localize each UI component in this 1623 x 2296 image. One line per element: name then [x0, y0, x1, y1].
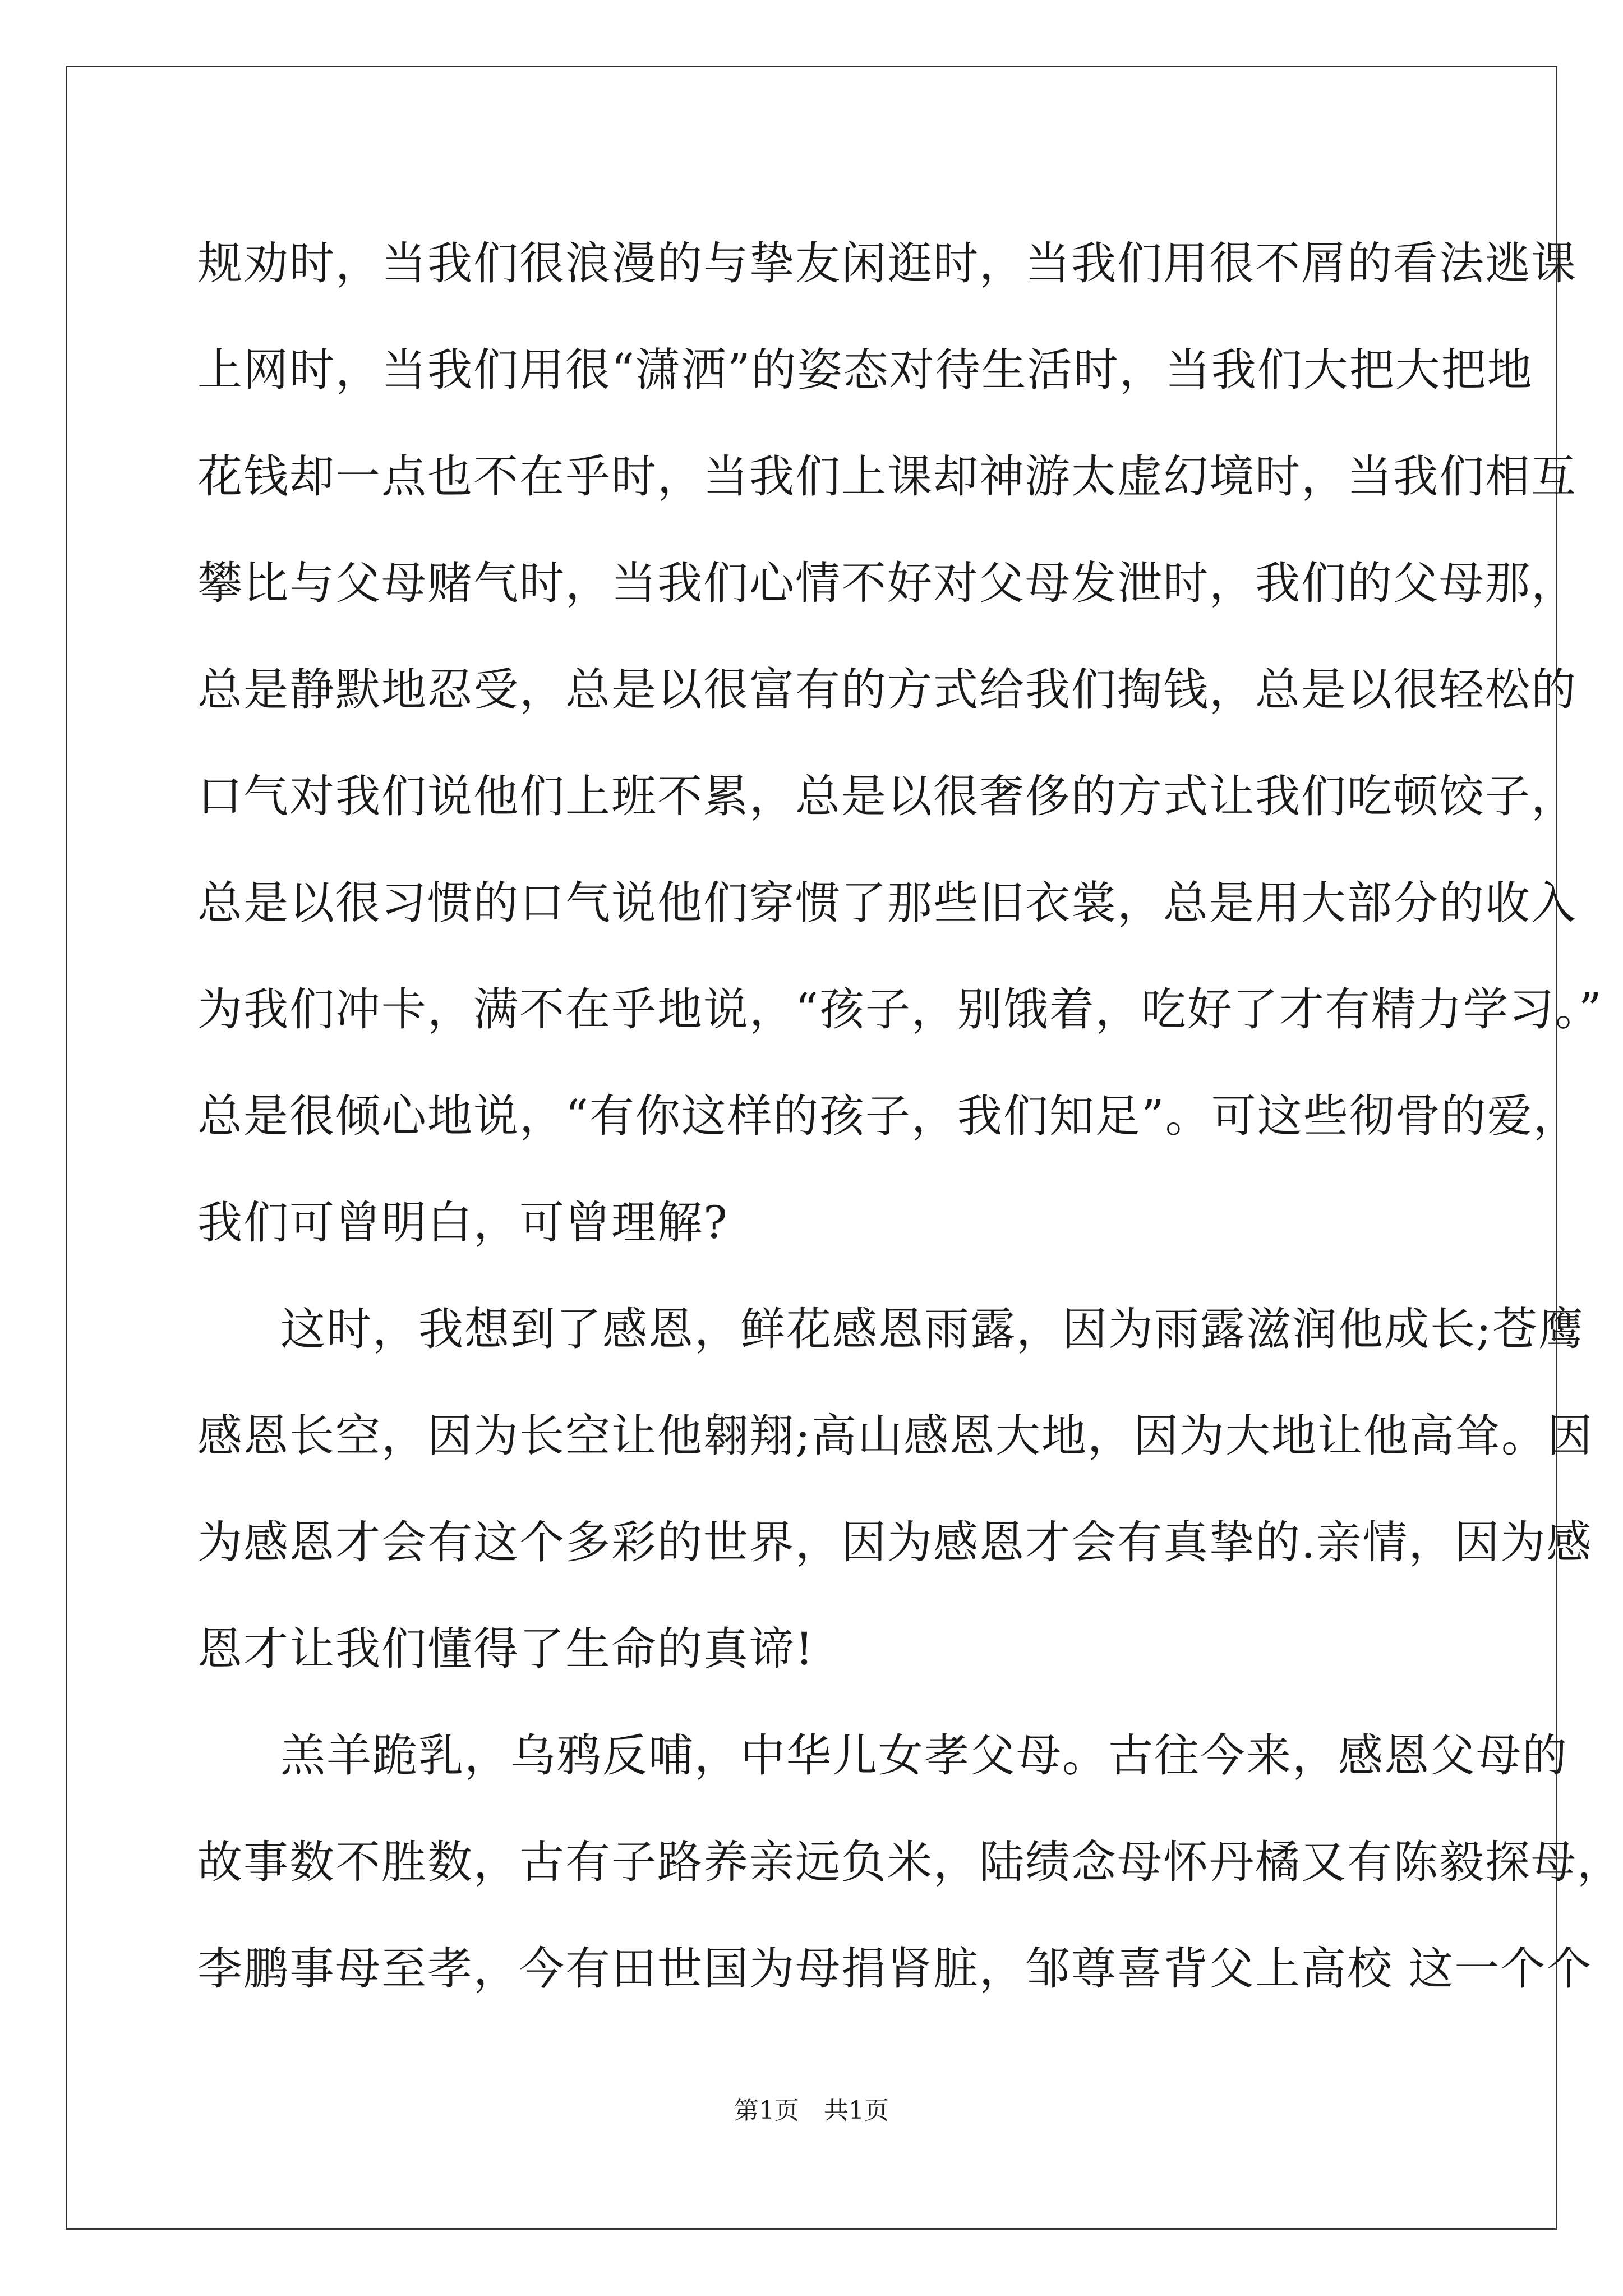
paragraph-start-line: 羔羊跪乳，乌鸦反哺，中华儿女孝父母。古往今来，感恩父母的 — [280, 1729, 1568, 1782]
text-line: 为感恩才会有这个多彩的世界，因为感恩才会有真挚的.亲情，因为感 — [197, 1516, 1593, 1568]
text-line: 攀比与父母赌气时，当我们心情不好对父母发泄时，我们的父母那， — [197, 557, 1577, 609]
text-line: 总是以很习惯的口气说他们穿惯了那些旧衣裳，总是用大部分的收入 — [197, 877, 1577, 929]
text-line: 为我们冲卡，满不在乎地说，“孩子，别饿着，吃好了才有精力学习。” — [197, 983, 1603, 1036]
text-line: 总是很倾心地说，“有你这样的孩子，我们知足”。可这些彻骨的爱， — [197, 1090, 1579, 1142]
page-number: 第1页 — [734, 2096, 799, 2125]
text-line: 规劝时，当我们很浪漫的与挚友闲逛时，当我们用很不屑的看法逃课 — [197, 237, 1577, 289]
text-line: 感恩长空，因为长空让他翱翔;高山感恩大地，因为大地让他高耸。因 — [197, 1410, 1593, 1462]
paragraph-start-line: 这时，我想到了感恩，鲜花感恩雨露，因为雨露滋润他成长;苍鹰 — [280, 1303, 1584, 1355]
text-line: 上网时，当我们用很“潇洒”的姿态对待生活时，当我们大把大把地 — [197, 344, 1533, 396]
text-line: 花钱却一点也不在乎时，当我们上课却神游太虚幻境时，当我们相互 — [197, 450, 1577, 503]
text-line: 故事数不胜数，古有子路养亲远负米，陆绩念母怀丹橘又有陈毅探母， — [197, 1836, 1623, 1888]
text-line: 恩才让我们懂得了生命的真谛! — [197, 1623, 815, 1675]
page-footer — [0, 2094, 1623, 2128]
text-line: 我们可曾明白，可曾理解? — [197, 1197, 728, 1249]
page-total: 共1页 — [824, 2096, 889, 2125]
text-line: 总是静默地忍受，总是以很富有的方式给我们掏钱，总是以很轻松的 — [197, 664, 1577, 716]
document-body — [197, 210, 1623, 2022]
text-line: 李鹏事母至孝，今有田世国为母捐肾脏，邹尊喜背父上高校 这一个个 — [197, 1943, 1593, 1995]
text-line: 口气对我们说他们上班不累，总是以很奢侈的方式让我们吃顿饺子， — [197, 770, 1577, 822]
